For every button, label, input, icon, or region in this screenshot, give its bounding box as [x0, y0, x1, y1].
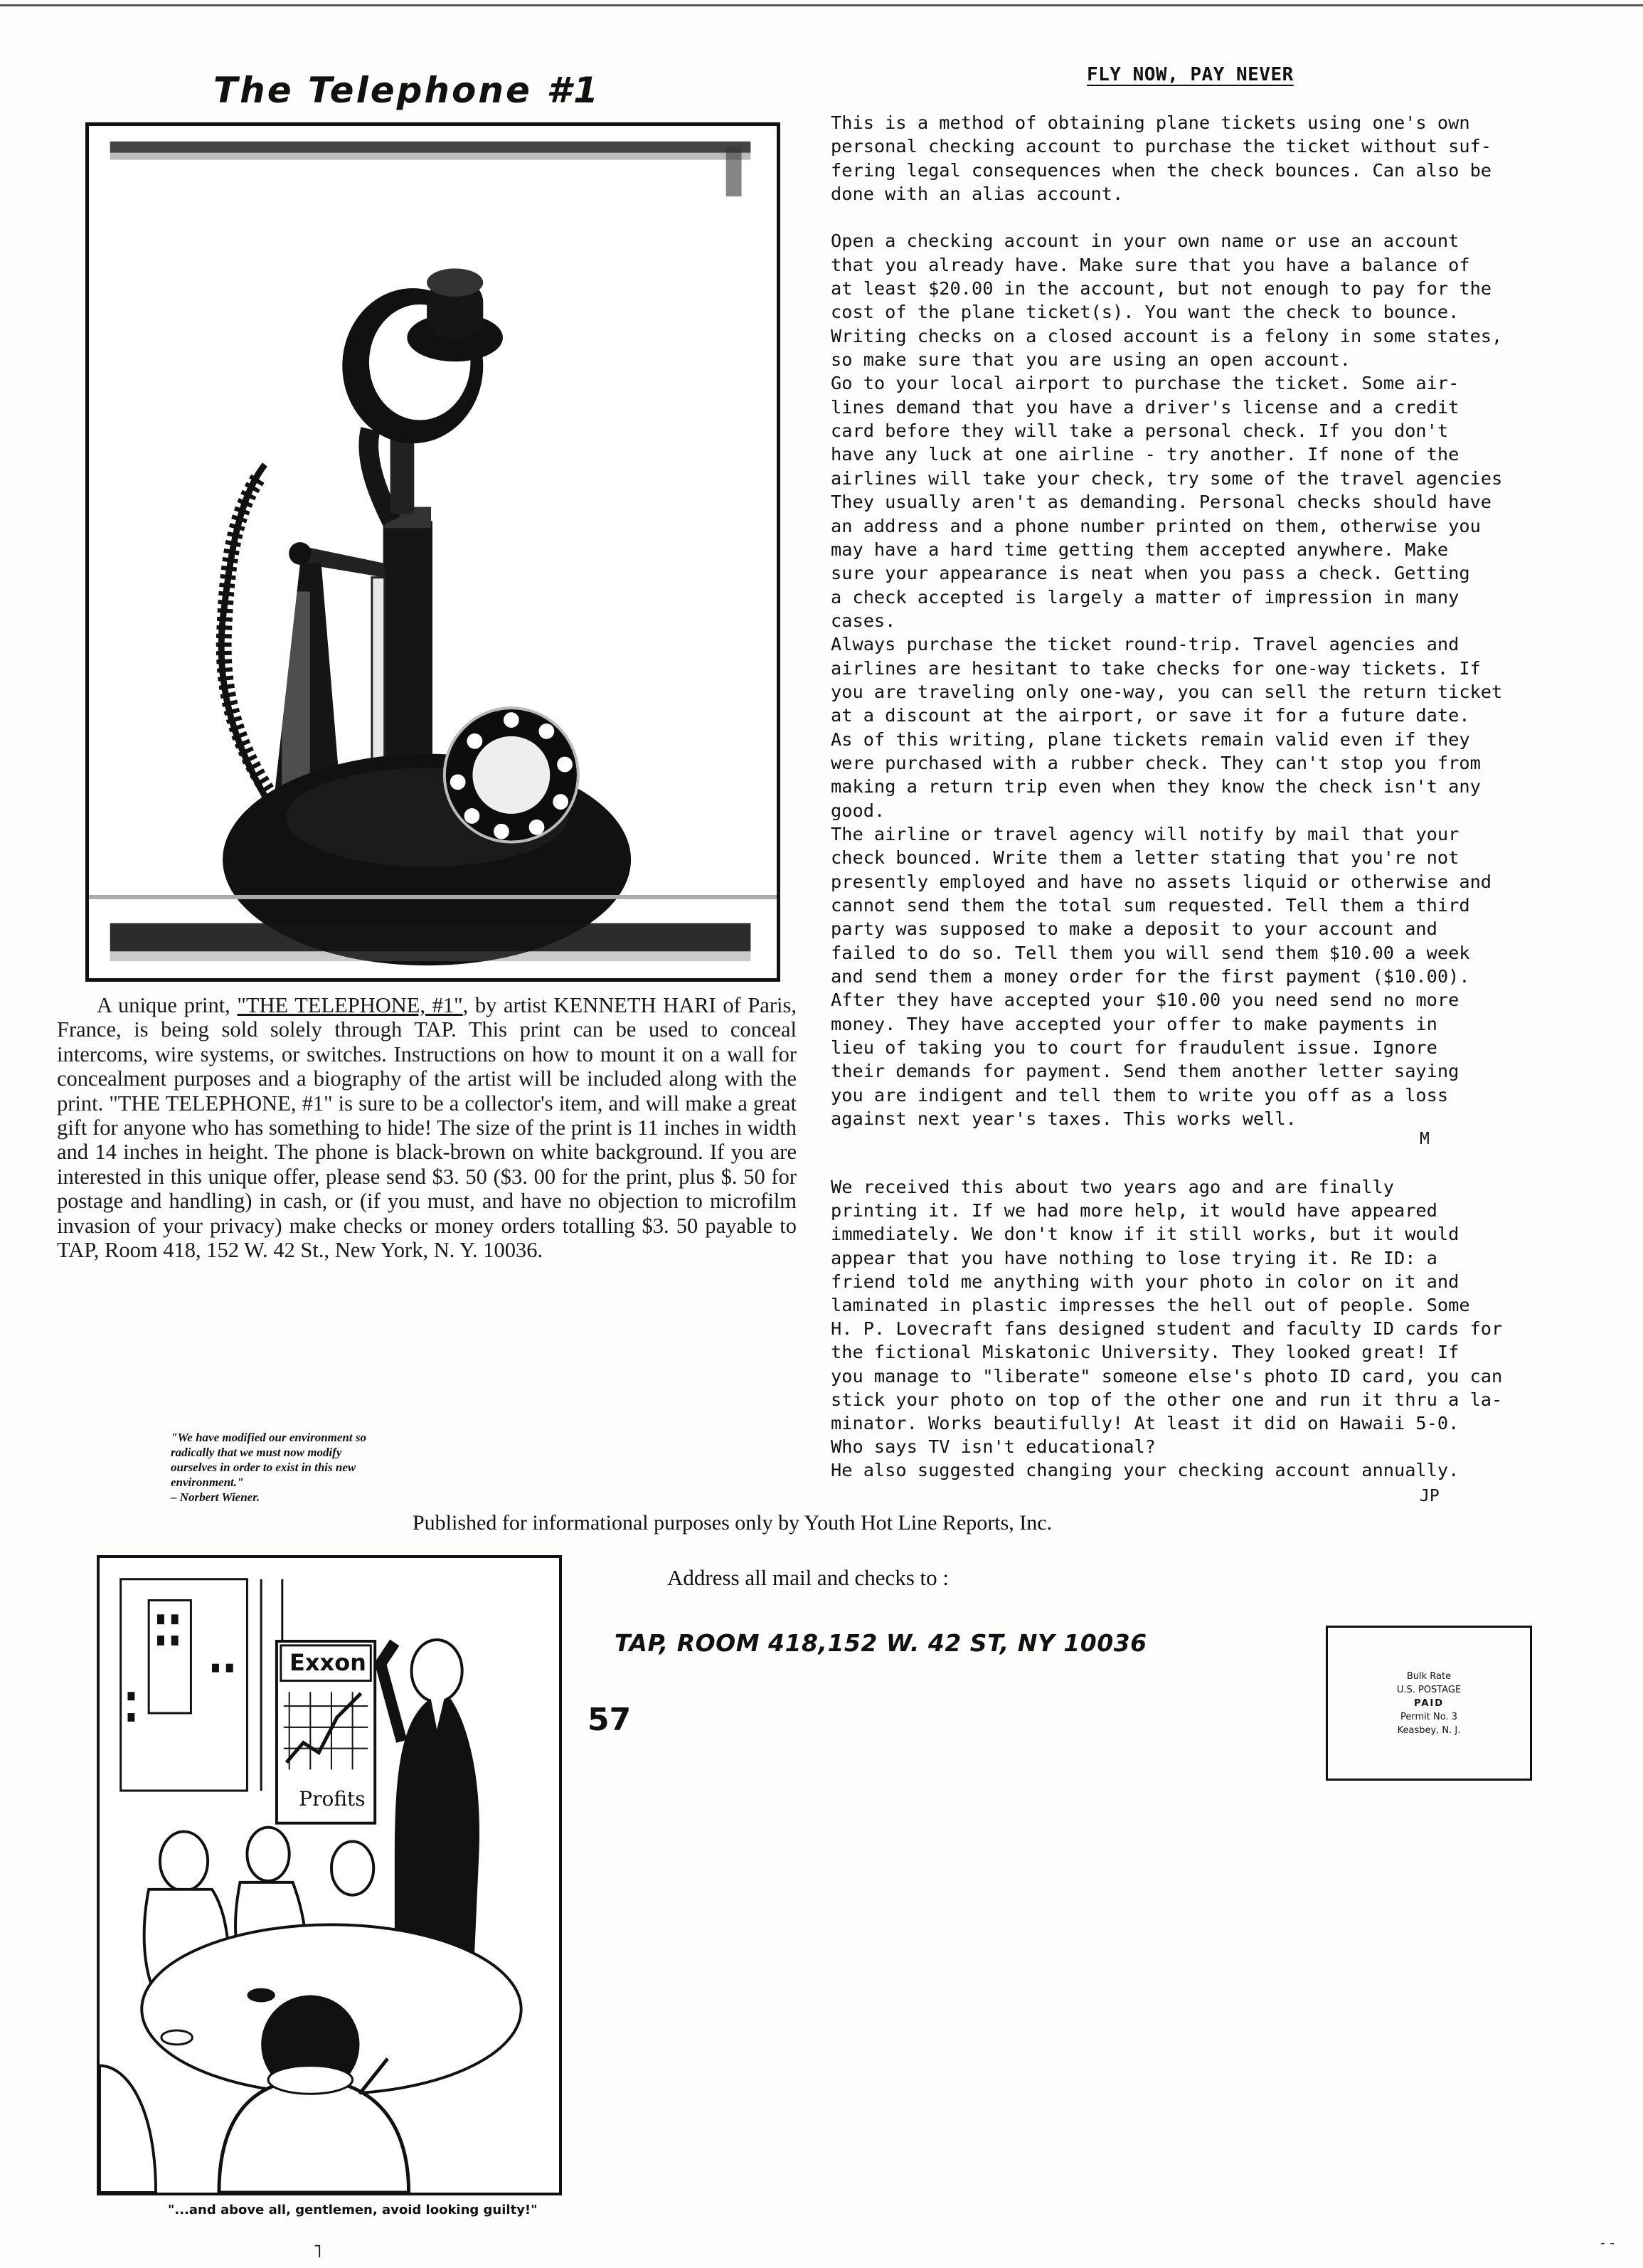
print-name: "THE TELEPHONE, #1"	[237, 993, 463, 1017]
article-paragraph: This is a method of obtaining plane tickets using one's own personal checking account to purchase the ticket without suf- fering legal consequences when the check bounces. Can also be done with an alias account.	[831, 112, 1492, 205]
postage-line: Bulk Rate	[1406, 1670, 1452, 1682]
article-paragraph: Open a checking account in your own name or use an account that you already have. Make sure that you have a balance of at least $20.00 in the account, but not enough to pay for the cost of the plane ticket(s). You want the check to bounce. Writing checks on a closed account is a felony in some states, so make sure that you are using an open account.	[831, 230, 1503, 371]
page-number: 57	[587, 1702, 632, 1738]
bulk-rate-postage-box	[1326, 1626, 1532, 1781]
scan-specks: - -	[1600, 2234, 1615, 2251]
desc-body: , by artist KENNETH HARI of Paris, France, is being sold solely through TAP. This print can be used to conceal intercoms, wire systems, or switches. Instructions on how to mount it on a wall for concealment purposes and a biography of the artist will be included along with the print. "THE TELEPHONE, #1" is sure to be a collector's item, and will make a great gift for anyone who has something to hide! The size of the print is 11 inches in width and 14 inches in height. The phone is black-brown on white background. If you are interested in this unique offer, please send $3. 50 ($3. 00 for the print, plus $. 50 for postage and handling) in cash, or (if you must, and have no objection to microfilm invasion of your privacy) make checks or money orders totalling $3. 50 payable to TAP, Room 418, 152 W. 42 St., New York, N. Y. 10036.	[57, 993, 797, 1263]
wiener-quote	[171, 1430, 370, 1505]
print-offer-description	[57, 993, 797, 1262]
article-paragraph: Go to your local airport to purchase the ticket. Some air- lines demand that you have a driver's license and a credit card before they will take a personal check. If you don't have any luck at one airline - try another. If none of the airlines will take your check, try some of the travel agencies They usually aren't as demanding. Personal checks should have an address and a phone number printed on them, otherwise you may have a hard time getting them accepted anywhere. Make sure your appearance is neat when you pass a check. Getting a check accepted is largely a matter of impression in many cases.	[831, 373, 1503, 631]
postage-line: Keasbey, N. J.	[1397, 1724, 1461, 1736]
fly-now-article	[831, 111, 1570, 1130]
article-paragraph: Always purchase the ticket round-trip. Travel agencies and airlines are hesitant to take checks for one-way tickets. If you are traveling only one-way, you can sell the return ticket at a discount at the airport, or save it for a future date. As of this writing, plane tickets remain valid even if they were purchased with a rubber check. They can't stop you from making a return trip even when they know the check isn't any good.	[831, 634, 1503, 821]
cartoon-caption: "...and above all, gentlemen, avoid looking guilty!"	[168, 2203, 538, 2217]
candlestick-telephone-illustration	[89, 126, 777, 978]
profits-label: Profits	[299, 1787, 366, 1811]
editor-note: We received this about two years ago and are finally printing it. If we had more help, it would have appeared immediately. We don't know if it still works, but it would appear that you have nothing to lose trying it. Re ID: a friend told me anything with your photo in color on it and laminated in plastic impresses the hell out of people. Some H. P. Lovecraft fans designed student and faculty ID cards for the fictional Miskatonic University. They looked great! If you manage to "liberate" someone else's photo ID card, you can stick your photo on top of the other one and run it thru a la- minator. Works beautifully! At least it did on Hawaii 5-0. Who says TV isn't educational? He also suggested changing your checking account annually.	[831, 1177, 1503, 1481]
postage-line: U.S. POSTAGE	[1396, 1684, 1462, 1695]
signature-jp: JP	[1420, 1487, 1440, 1505]
postage-line: Permit No. 3	[1400, 1711, 1457, 1722]
postage-line: PAID	[1413, 1697, 1445, 1709]
bottom-mark: ˥	[313, 2241, 322, 2262]
top-rule	[0, 4, 1643, 6]
signature-m: M	[1420, 1130, 1430, 1148]
desc-lead: A unique print,	[97, 993, 238, 1017]
telephone-article-title: The Telephone #1	[213, 70, 600, 111]
mailing-address: TAP, ROOM 418,152 W. 42 ST, NY 10036	[615, 1629, 1147, 1657]
address-label: Address all mail and checks to :	[667, 1565, 950, 1590]
publisher-note: Published for informational purposes only by Youth Hot Line Reports, Inc.	[413, 1511, 1053, 1535]
quote-text: "We have modified our environment so radically that we must now modify ourselves in order to exist in this new environment."	[171, 1431, 366, 1489]
boardroom-cartoon	[97, 1555, 562, 2195]
quote-author: – Norbert Wiener.	[171, 1490, 260, 1504]
telephone-print-image	[85, 122, 780, 982]
article-paragraph: The airline or travel agency will notify by mail that your check bounced. Write them a letter stating that you're not presently employed and have no assets liquid or otherwise and cannot send them the total sum requested. Tell them a third party was supposed to make a deposit to your account and failed to do so. Tell them you will send them $10.00 a week and send them a money order for the first payment ($10.00). After they have accepted your $10.00 you need send no more money. They have accepted your offer to make payments in lieu of taking you to court for fraudulent issue. Ignore their demands for payment. Send them another letter saying you are indigent and tell them to write you off as a loss against next year's taxes. This works well.	[831, 823, 1492, 1130]
exxon-sign: Exxon	[289, 1649, 366, 1676]
fly-now-title: FLY NOW, PAY NEVER	[1087, 64, 1294, 85]
